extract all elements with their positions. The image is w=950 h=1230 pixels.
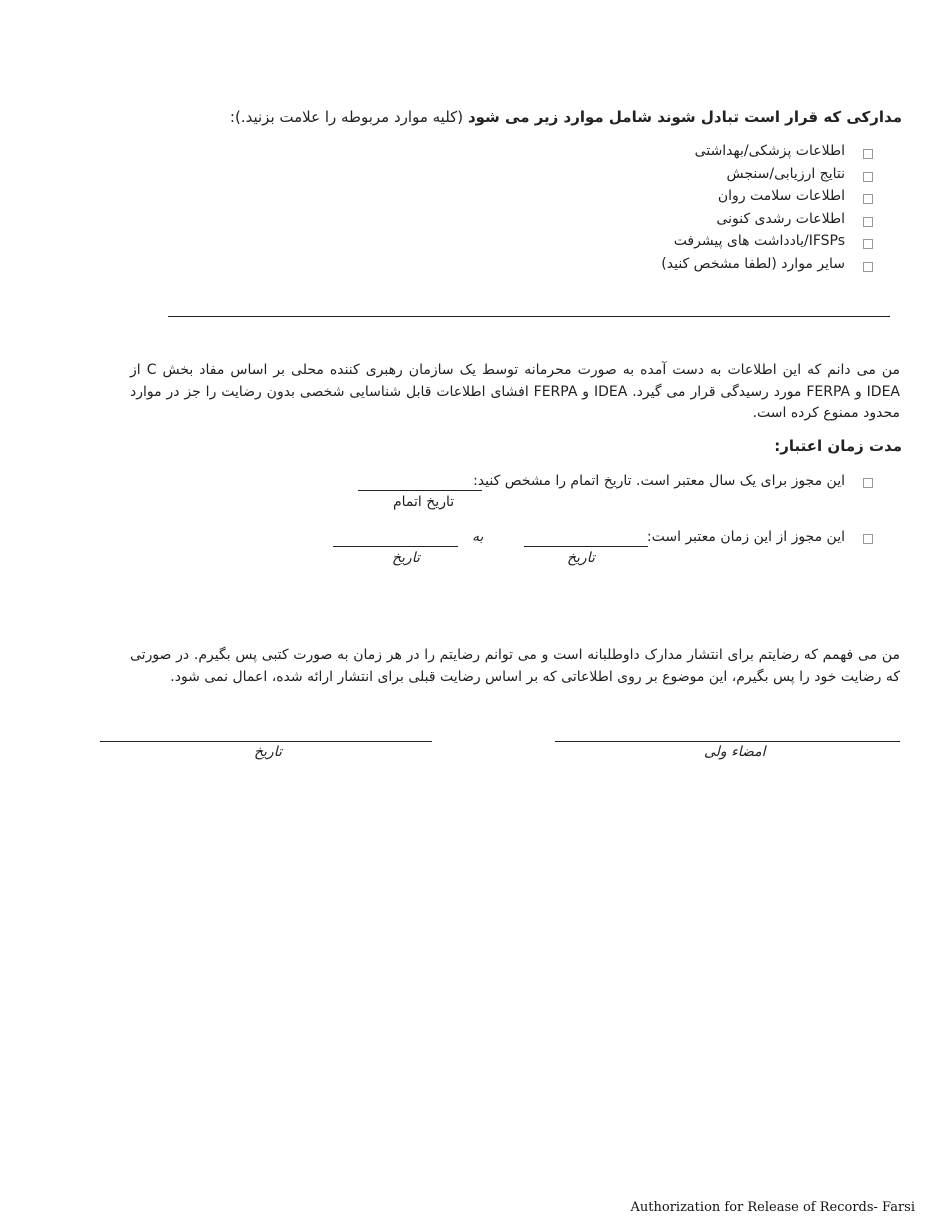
record-type-checkbox[interactable] [863,194,873,204]
parent-signature-line[interactable] [555,741,900,742]
page-footer: Authorization for Release of Records- Farsi [630,1200,915,1215]
revocation-paragraph: من می فهمم که رضایتم برای انتشار مدارک داوطلبانه است و می توانم رضایتم را در هر زمان به صورت کتبی پس بگیرم. در صورتی که رضایت خود را پس بگیرم، این موضوع بر روی اطلاعاتی که بر اساس رضایت قبلی برای انتشار ارائه شده، اعمال نمی شود. [130,647,900,685]
record-type-label: سایر موارد (لطفا مشخص کنید) [661,255,845,272]
from-date-field[interactable] [524,546,648,547]
end-date-field[interactable] [358,490,482,491]
to-date-caption: تاریخ [392,550,420,566]
end-date-caption: تاریخ اتمام [393,494,455,510]
records-heading-note: (کلیه موارد مربوطه را علامت بزنید.): [229,108,468,126]
record-type-checkbox[interactable] [863,172,873,182]
option-range-label: این مجوز از این زمان معتبر است: [646,529,845,545]
record-type-checkbox[interactable] [863,149,873,159]
record-type-label: اطلاعات رشدی کنونی [716,210,845,227]
record-type-checkbox[interactable] [863,239,873,249]
validity-heading: مدت زمان اعتبار: [774,437,902,455]
record-type-label: اطلاعات پزشکی/بهداشتی [694,143,845,159]
records-heading [230,108,902,126]
to-date-field[interactable] [333,546,458,547]
record-type-checkbox[interactable] [863,262,873,272]
records-heading-bold: مدارکی که قرار است تبادل شوند شامل موارد زیر می شود [467,108,902,126]
record-type-label: نتایج ارزیابی/سنجش [726,165,845,182]
confidentiality-paragraph: من می دانم که این اطلاعات به دست آمده به صورت محرمانه توسط یک سازمان رهبری کننده محلی بر اساس مفاد بخش C از IDEA و FERPA مورد رسیدگی قرار می گیرد. IDEA و FERPA افشای اطلاعات قابل شناسایی شخصی بدون رضایت را جز در موارد محدود ممنوع کرده است. [130,362,901,421]
record-type-label: IFSPs/یادداشت های پیشرفت [673,233,845,249]
record-type-label: اطلاعات سلامت روان [717,188,845,204]
parent-signature-caption: امضاء ولی [704,744,766,760]
checkbox-date-range[interactable] [863,534,873,544]
date-caption: تاریخ [254,744,282,760]
date-signature-line[interactable] [100,741,432,742]
to-word: به [472,529,484,545]
checkbox-one-year[interactable] [863,478,873,488]
record-type-checkbox[interactable] [863,217,873,227]
divider-line [168,316,890,317]
option-one-year-label: این مجوز برای یک سال معتبر است. تاریخ اتمام را مشخص کنید: [473,473,845,489]
from-date-caption: تاریخ [567,550,595,566]
